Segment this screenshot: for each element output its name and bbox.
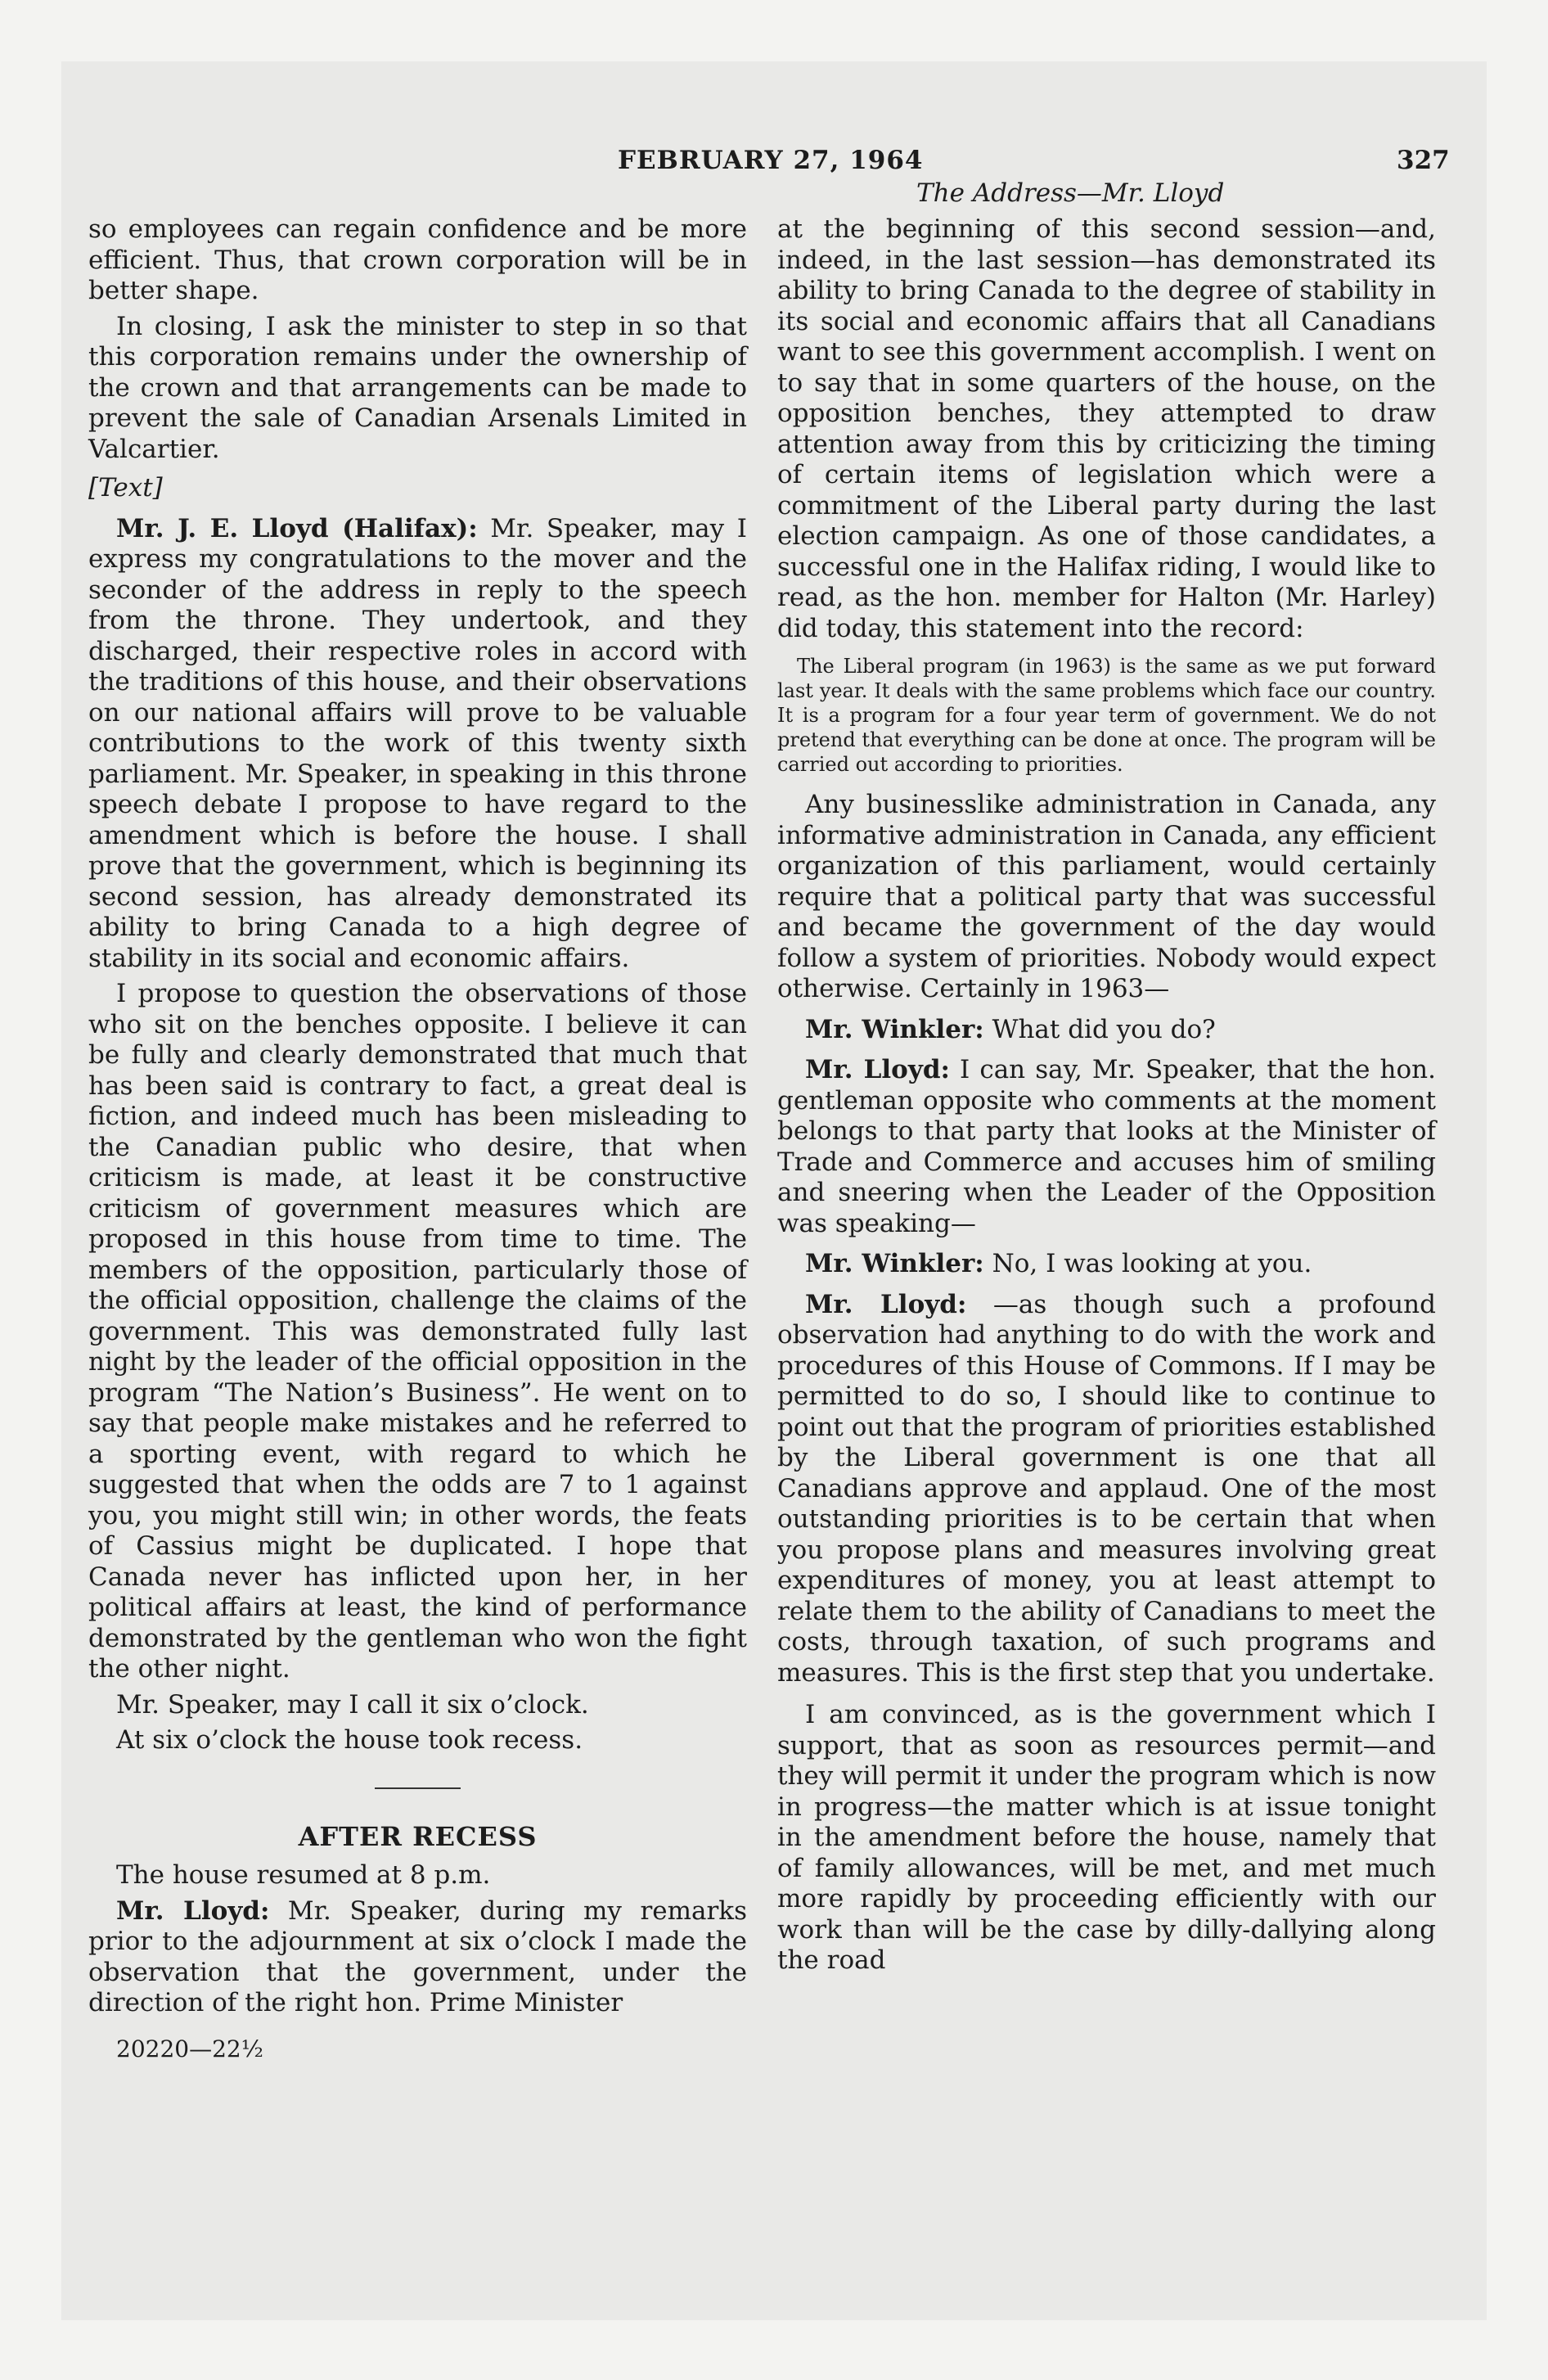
speech-text: —as though such a profound observation had anything to do with the work and procedures of this House of Commons. If I may be permitted to do so, I should like to continue to point out that the program of priorities established by the Liberal government is one that all Canadians approve and applaud. One of the most outstanding priorities is to be certain that when you propose plans and measures involving great expenditures of money, you at least attempt to relate them to the ability of Canadians to meet the costs, through taxation, of such programs and measures. This is the first step that you undertake. [777, 1289, 1436, 1688]
speaker-name: Mr. Winkler: [805, 1014, 984, 1044]
paragraph: I am convinced, as is the government which I support, that as soon as resources permit—and they will permit it under the program which is now in progress—the matter which is at issue tonight in the amendment before the house, namely that of family allowances, will be met, and met much more rapidly by proceeding efficiently with our work than will be the case by dilly-dallying along the road [777, 1700, 1436, 1975]
paragraph [777, 1015, 1436, 1046]
paragraph [777, 1290, 1436, 1689]
speech-text: I can say, Mr. Speaker, that the hon. gentleman opposite who comments at the moment belongs to that party that looks at the Minister of Trade and Commerce and accuses him of smiling and sneering when the Leader of the Opposition was speaking— [777, 1055, 1436, 1238]
footer-code: 20220—22½ [116, 2035, 263, 2062]
paragraph [777, 1055, 1436, 1239]
header-date: FEBRUARY 27, 1964 [618, 146, 924, 175]
right-column [777, 214, 1436, 1981]
paragraph [777, 1249, 1436, 1280]
section-heading: AFTER RECESS [298, 1820, 538, 1852]
text-marker: [Text] [88, 473, 163, 503]
speaker-name: Mr. Lloyd: [116, 1895, 270, 1926]
speech-text: Mr. Speaker, may I express my congratulations to the mover and the seconder of the address in reply to the speech from the throne. They undertook, and they discharged, their respective roles in accord with the traditions of this house, and their observations on our national affairs will prove to be valuable contributions to the work of this twenty sixth parliament. Mr. Speaker, in speaking in this throne speech debate I propose to have regard to the amendment which is before the house. I shall prove that the government, which is beginning its second session, has already demonstrated its ability to bring Canada to a high degree of stability in its social and economic affairs. [88, 513, 747, 973]
paragraph: At six o’clock the house took recess. [116, 1725, 583, 1755]
speech-text: No, I was looking at you. [992, 1249, 1312, 1278]
section-divider [375, 1787, 461, 1789]
paragraph: Mr. Speaker, may I call it six o’clock. [116, 1689, 589, 1720]
running-subheading: The Address—Mr. Lloyd [916, 178, 1225, 208]
block-quote: The Liberal program (in 1963) is the same as we put forward last year. It deals with the same problems which face our country. It is a program for a four year term of government. We do not pretend that everything can be done at once. The program will be carried out according to priorities. [777, 655, 1436, 776]
paragraph: I propose to question the observations of those who sit on the benches opposite. I believe it can be fully and clearly demonstrated that much that has been said is contrary to fact, a great deal is fiction, and indeed much has been misleading to the Canadian public who desire, that when criticism is made, at least it be constructive criticism of government measures which are proposed in this house from time to time. The members of the opposition, particularly those of the official opposition, challenge the claims of the government. This was demonstrated fully last night by the leader of the official opposition in the program “The Nation’s Business”. He went on to say that people make mistakes and he referred to a sporting event, with regard to which he suggested that when the odds are 7 to 1 against you, you might still win; in other words, the feats of Cassius might be duplicated. I hope that Canada never has inflicted upon her, in her political affairs at least, the kind of performance demonstrated by the gentleman who won the fight the other night. [88, 979, 747, 1684]
paragraph: The house resumed at 8 p.m. [116, 1860, 491, 1890]
speaker-name: Mr. J. E. Lloyd (Halifax): [116, 513, 478, 543]
paragraph: Any businesslike administration in Canada, any informative administration in Canada, any efficient organization of this parliament, would certainly require that a political party that was successful and became the government of the day would follow a system of priorities. Nobody would expect otherwise. Certainly in 1963— [777, 790, 1436, 1003]
speaker-name: Mr. Lloyd: [805, 1289, 967, 1319]
speaker-name: Mr. Lloyd: [805, 1055, 950, 1084]
page-header [0, 0, 1548, 208]
speech-text: What did you do? [992, 1014, 1216, 1044]
paragraph: In closing, I ask the minister to step in so that this corporation remains under the ownership of the crown and that arrangements can be made to prevent the sale of Canadian Arsenals Limited in Valcartier. [88, 311, 747, 464]
paragraph [88, 514, 747, 975]
page-number: 327 [1397, 146, 1450, 175]
paragraph: so employees can regain confidence and be more efficient. Thus, that crown corporation will be in better shape. [88, 214, 747, 305]
left-column [88, 214, 747, 2064]
paragraph [88, 1896, 747, 2019]
speaker-name: Mr. Winkler: [805, 1249, 984, 1278]
speech-text: Mr. Speaker, during my remarks prior to the adjournment at six o’clock I made the observation that the government, under the direction of the right hon. Prime Minister [88, 1895, 747, 2017]
paragraph: at the beginning of this second session—and, indeed, in the last session—has demonstrated its ability to bring Canada to the degree of stability in its social and economic affairs that all Canadians want to see this government accomplish. I went on to say that in some quarters of the house, on the opposition benches, they attempted to draw attention away from this by criticizing the timing of certain items of legislation which were a commitment of the Liberal party during the last election campaign. As one of those candidates, a successful one in the Halifax riding, I would like to read, as the hon. member for Halton (Mr. Harley) did today, this statement into the record: [777, 214, 1436, 643]
